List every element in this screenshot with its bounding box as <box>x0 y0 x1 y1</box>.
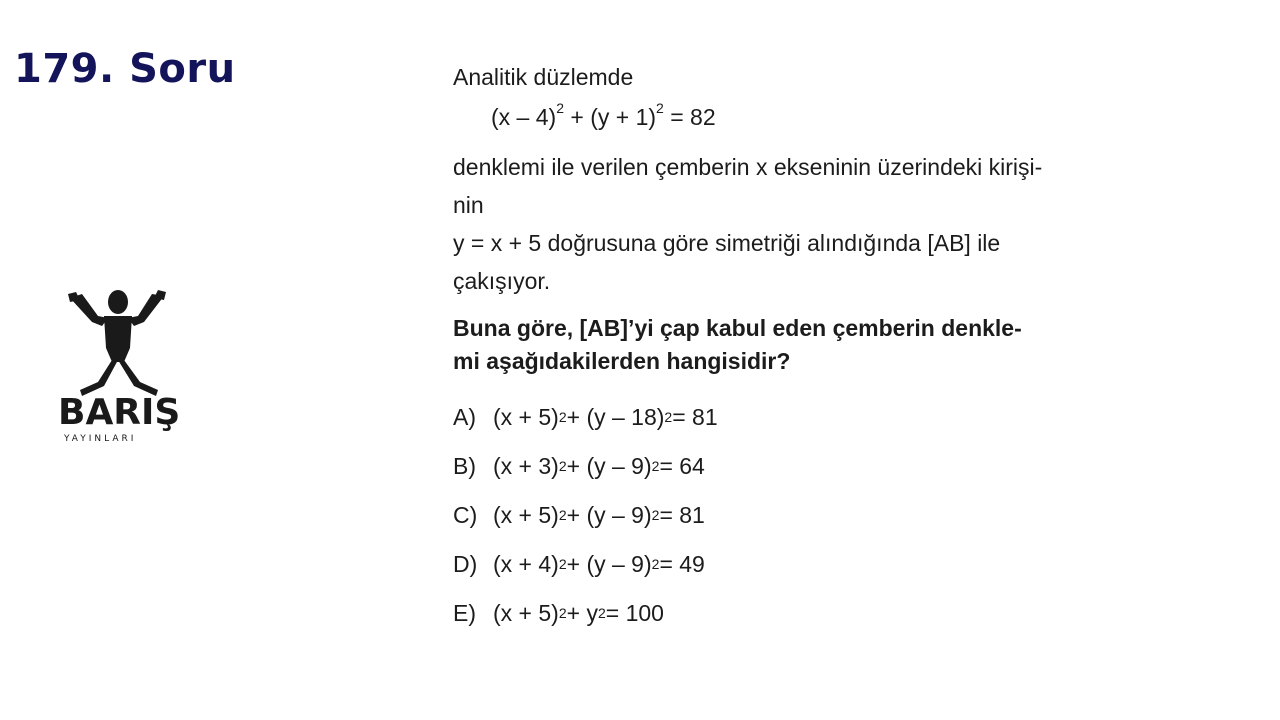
question-intro: Analitik düzlemde <box>453 64 634 90</box>
page-title: 179. Soru <box>14 46 236 92</box>
desc-line: çakışıyor. <box>453 268 551 294</box>
question-block <box>453 58 1113 643</box>
desc-line: y = x + 5 doğrusuna göre simetriği alındığında [AB] ile <box>453 230 1001 256</box>
option-letter: D) <box>453 551 478 577</box>
answer-options <box>453 398 1113 643</box>
eq-exponent: 2 <box>656 100 664 117</box>
logo-name: BARIŞ <box>58 392 181 433</box>
baris-yayinlari-logo <box>52 286 188 448</box>
opt-part: (x + 5) <box>493 404 559 430</box>
opt-part: + (y – 9) <box>566 453 652 479</box>
option-b[interactable]: B) (x + 3) $^2$ + (y – 9) $^2$ = 64 <box>453 447 1113 496</box>
opt-part: = 64 <box>659 453 705 479</box>
opt-part: = 49 <box>659 551 705 577</box>
question-prompt <box>453 312 1113 378</box>
opt-part: (x + 5) <box>493 502 559 528</box>
opt-part: = 81 <box>659 502 705 528</box>
opt-part: (x + 3) <box>493 453 559 479</box>
opt-part: + (y – 9) <box>566 502 652 528</box>
option-letter: B) <box>453 453 476 479</box>
eq-part: (x – 4) <box>491 104 557 130</box>
option-d[interactable]: D) (x + 4) $^2$ + (y – 9) $^2$ = 49 <box>453 545 1113 594</box>
option-letter: C) <box>453 502 478 528</box>
desc-line: denklemi ile verilen çemberin x ekseninin üzerindeki kirişi- <box>453 154 1043 180</box>
opt-part: (x + 4) <box>493 551 559 577</box>
opt-part: + (y – 18) <box>566 404 665 430</box>
opt-part: + (y – 9) <box>566 551 652 577</box>
opt-part: (x + 5) <box>493 600 559 626</box>
opt-part: = 81 <box>672 404 718 430</box>
circle-equation <box>453 98 1113 136</box>
eq-part: + (y + 1) <box>563 104 657 130</box>
eq-exponent: 2 <box>556 100 564 117</box>
opt-part: + y <box>566 600 598 626</box>
option-c[interactable]: C) (x + 5) $^2$ + (y – 9) $^2$ = 81 <box>453 496 1113 545</box>
desc-line: nin <box>453 192 484 218</box>
question-description <box>453 148 1113 300</box>
option-letter: E) <box>453 600 476 626</box>
option-letter: A) <box>453 404 476 430</box>
option-e[interactable]: E) (x + 5) $^2$ + y $^2$ = 100 <box>453 594 1113 643</box>
option-a[interactable]: A) (x + 5) $^2$ + (y – 18) $^2$ = 81 <box>453 398 1113 447</box>
logo-subtitle: YAYINLARI <box>64 434 137 444</box>
prompt-line: Buna göre, [AB]’yi çap kabul eden çemberin denkle- <box>453 315 1022 341</box>
prompt-line: mi aşağıdakilerden hangisidir? <box>453 348 791 374</box>
opt-part: = 100 <box>605 600 664 626</box>
eq-part: = 82 <box>663 104 716 130</box>
